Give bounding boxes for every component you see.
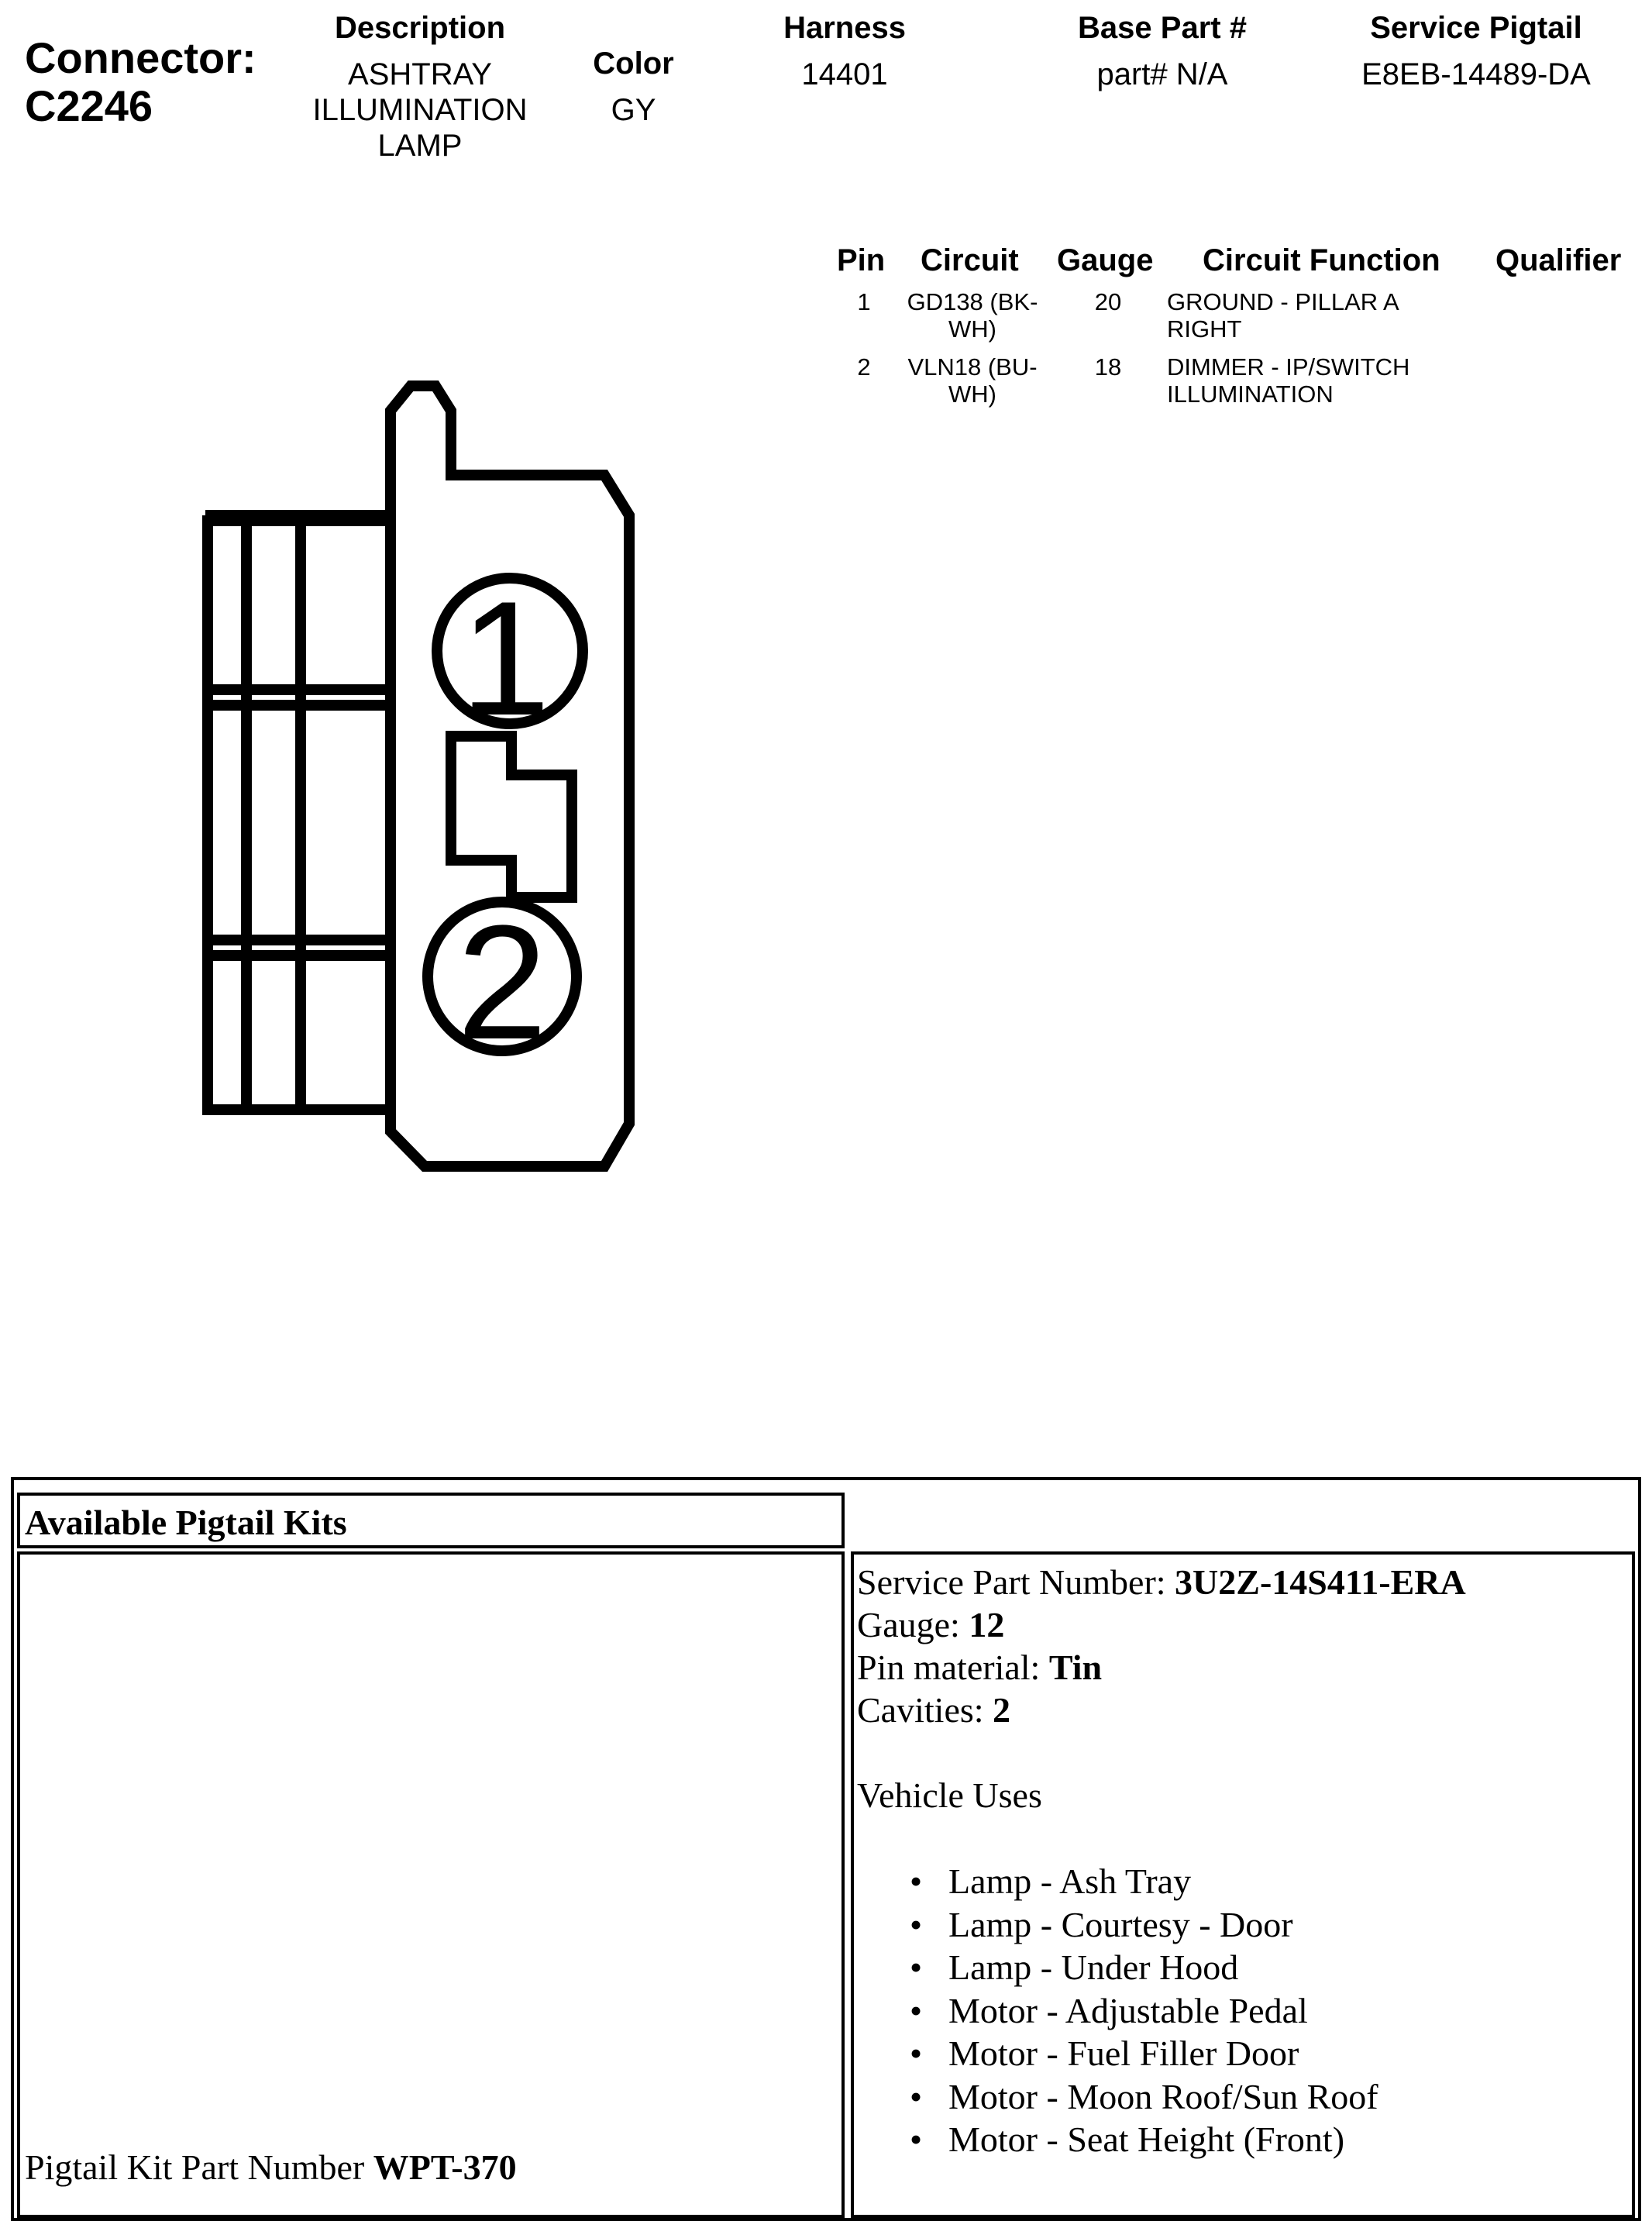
description-line: ASHTRAY <box>348 57 492 91</box>
cavities-value: 2 <box>993 1690 1011 1730</box>
function-line: ILLUMINATION <box>1167 380 1334 408</box>
vehicle-use-item: • Lamp - Under Hood <box>910 1946 1378 1989</box>
circuit-line: GD138 (BK- <box>907 288 1038 315</box>
pin-material-value: Tin <box>1048 1648 1103 1687</box>
harness-value: 14401 <box>801 57 888 91</box>
connector-id: C2246 <box>25 81 153 130</box>
function-line: GROUND - PILLAR A <box>1167 288 1399 315</box>
cavities-label: Cavities: <box>857 1690 993 1730</box>
vehicle-use-item: • Motor - Moon Roof/Sun Roof <box>910 2075 1378 2119</box>
gauge-row <box>857 1603 1466 1646</box>
harness-label: Harness <box>783 11 906 45</box>
connector-key <box>451 736 572 897</box>
pin-row-1-gauge: 20 <box>1094 288 1122 315</box>
description-line: LAMP <box>377 129 463 163</box>
gauge-value: 12 <box>969 1605 1005 1644</box>
circuit-function-header: Circuit Function <box>1203 243 1440 277</box>
vehicle-use-item: • Motor - Fuel Filler Door <box>910 2032 1378 2075</box>
pigtail-title-cell <box>17 1493 845 1548</box>
pin-row-1-pin: 1 <box>857 288 871 315</box>
base-part-value: part# N/A <box>1096 57 1228 91</box>
cavities-row <box>857 1689 1466 1731</box>
description-label: Description <box>334 11 506 45</box>
color-label: Color <box>593 46 674 81</box>
base-part-label: Base Part # <box>1078 11 1247 45</box>
circuit-header: Circuit <box>921 243 1019 277</box>
circuit-line: WH) <box>948 315 996 343</box>
pin-2-label: 2 <box>456 891 548 1073</box>
qualifier-header: Qualifier <box>1495 243 1622 277</box>
service-part-value: 3U2Z-14S411-ERA <box>1175 1562 1466 1602</box>
pin-1-label: 1 <box>459 567 551 749</box>
vehicle-use-item: • Motor - Adjustable Pedal <box>910 1989 1378 2033</box>
service-part-label: Service Part Number: <box>857 1562 1175 1602</box>
vehicle-use-item: • Lamp - Courtesy - Door <box>910 1903 1378 1947</box>
circuit-line: WH) <box>948 380 996 408</box>
pigtail-title: Available Pigtail Kits <box>25 1503 347 1542</box>
vehicle-uses-list <box>910 1860 1378 2161</box>
connector-label: Connector: <box>25 33 256 82</box>
kit-part-value: WPT-370 <box>373 2147 517 2187</box>
kit-part-label: Pigtail Kit Part Number <box>25 2147 373 2187</box>
vehicle-use-item: • Lamp - Ash Tray <box>910 1860 1378 1903</box>
pin-row-2-pin: 2 <box>857 353 871 380</box>
pin-material-row <box>857 1646 1466 1689</box>
vehicle-use-item: • Motor - Seat Height (Front) <box>910 2118 1378 2161</box>
service-part-row <box>857 1561 1466 1603</box>
pigtail-details <box>857 1561 1466 1816</box>
pin-material-label: Pin material: <box>857 1648 1049 1687</box>
service-pigtail-value: E8EB-14489-DA <box>1361 57 1591 91</box>
vehicle-uses-label: Vehicle Uses <box>857 1775 1042 1815</box>
circuit-line: VLN18 (BU- <box>907 353 1038 380</box>
description-line: ILLUMINATION <box>312 93 528 127</box>
function-line: RIGHT <box>1167 315 1242 343</box>
pigtail-details-cell <box>851 1551 1635 2218</box>
pigtail-kit-cell <box>17 1551 845 2218</box>
pigtail-kit-part-number <box>25 2146 517 2188</box>
service-pigtail-label: Service Pigtail <box>1370 11 1582 45</box>
pin-header: Pin <box>837 243 886 277</box>
pin-row-2-gauge: 18 <box>1094 353 1122 380</box>
function-line: DIMMER - IP/SWITCH <box>1167 353 1410 380</box>
gauge-label: Gauge: <box>857 1605 969 1644</box>
color-value: GY <box>611 93 656 127</box>
gauge-header: Gauge <box>1057 243 1154 277</box>
